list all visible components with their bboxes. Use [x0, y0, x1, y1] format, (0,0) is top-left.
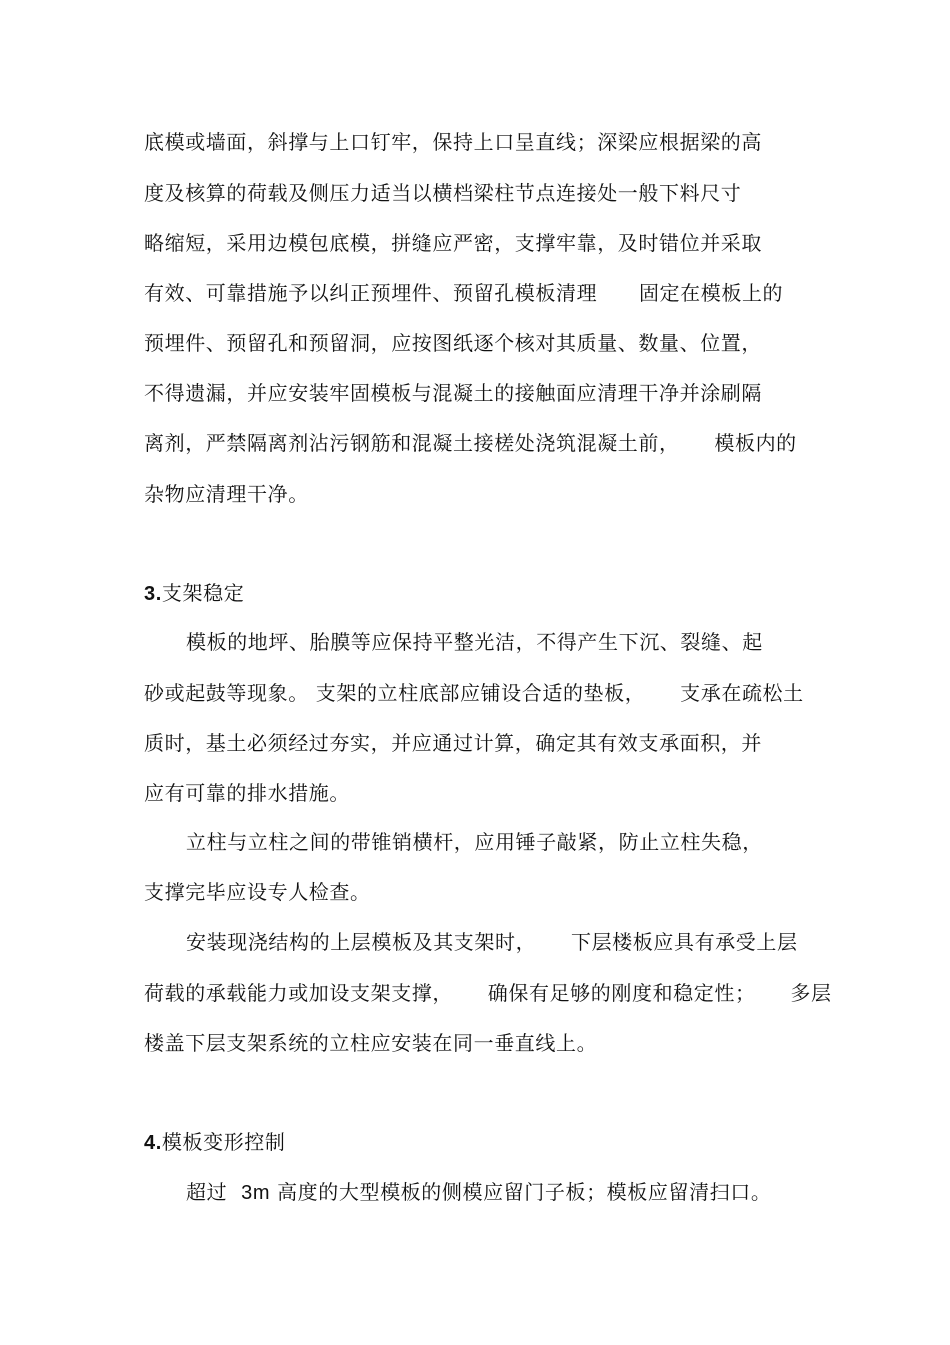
paragraph-line: 不得遗漏，并应安装牢固模板与混凝土的接触面应清理干净并涂刷隔 [144, 381, 762, 405]
paragraph-line: 度及核算的荷载及侧压力适当以横档梁柱节点连接处一般下料尺寸 [144, 181, 742, 205]
section-title: 支架稳定 [161, 581, 245, 605]
paragraph-line: 有效、可靠措施予以纠正预埋件、预留孔模板清理 固定在模板上的 [144, 281, 784, 305]
paragraph-line: 杂物应清理干净。 [144, 482, 309, 506]
paragraph-line: 安装现浇结构的上层模板及其支架时， 下层楼板应具有承受上层 [186, 930, 798, 954]
section-number: 4. [144, 1132, 162, 1154]
paragraph-line: 应有可靠的排水措施。 [144, 781, 350, 805]
section-title: 模板变形控制 [161, 1130, 286, 1154]
paragraph-line: 砂或起鼓等现象。 支架的立柱底部应铺设合适的垫板， 支承在疏松土 [144, 681, 804, 705]
section-heading-3 [144, 581, 244, 606]
height-value: 3m [241, 1182, 271, 1204]
paragraph-line [186, 1180, 771, 1205]
section-number: 3. [144, 583, 162, 605]
paragraph-line: 离剂，严禁隔离剂沾污钢筋和混凝土接槎处浇筑混凝土前， 模板内的 [144, 431, 797, 455]
paragraph-line: 略缩短，采用边模包底模，拼缝应严密，支撑牢靠，及时错位并采取 [144, 231, 762, 255]
paragraph-line: 质时，基土必须经过夯实，并应通过计算，确定其有效支承面积，并 [144, 731, 762, 755]
paragraph-line: 预埋件、预留孔和预留洞，应按图纸逐个核对其质量、数量、位置， [144, 331, 762, 355]
paragraph-line: 底模或墙面，斜撑与上口钉牢，保持上口呈直线；深梁应根据梁的高 [144, 130, 762, 154]
text-fragment: 高度的大型模板的侧模应留门子板；模板应留清扫口。 [270, 1180, 772, 1204]
paragraph-line: 楼盖下层支架系统的立柱应安装在同一垂直线上。 [144, 1031, 598, 1055]
section-heading-4 [144, 1130, 286, 1155]
text-fragment: 超过 [186, 1180, 242, 1204]
paragraph-line: 模板的地坪、胎膜等应保持平整光洁，不得产生下沉、裂缝、起 [186, 630, 763, 654]
paragraph-line: 支撑完毕应设专人检查。 [144, 880, 371, 904]
paragraph-line: 立柱与立柱之间的带锥销横杆，应用锤子敲紧，防止立柱失稳， [186, 830, 763, 854]
paragraph-line: 荷载的承载能力或加设支架支撑， 确保有足够的刚度和稳定性； 多层 [144, 981, 832, 1005]
